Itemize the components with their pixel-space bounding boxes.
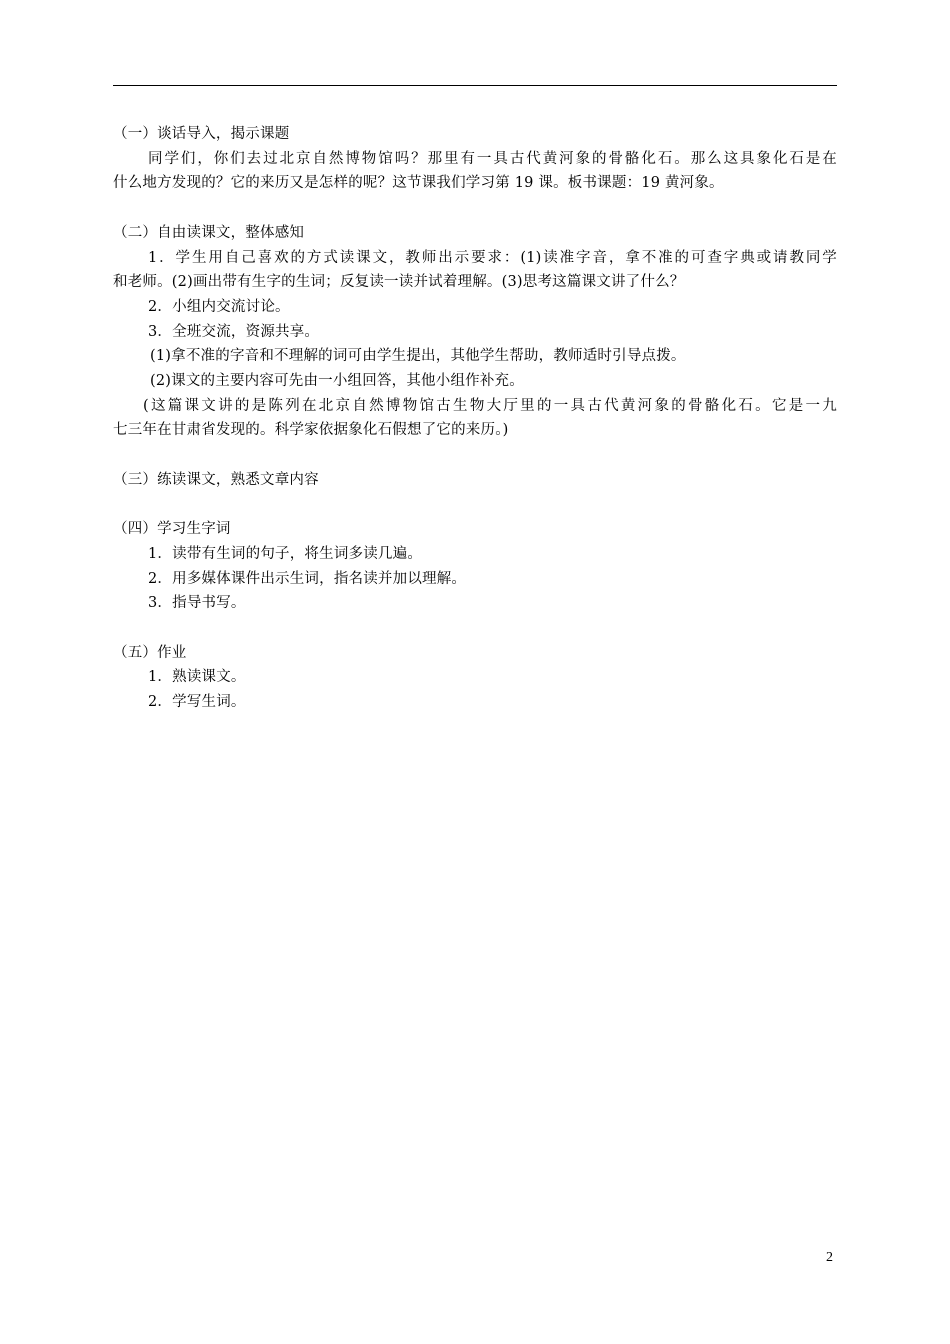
list-item: 1．学生用自己喜欢的方式读课文，教师出示要求：(1)读准字音，拿不准的可查字典或请教同学: [148, 249, 837, 266]
paragraph-line: 同学们，你们去过北京自然博物馆吗？那里有一具古代黄河象的骨骼化石。那么这具象化石是在: [148, 150, 837, 167]
section-1: [113, 122, 837, 196]
list-item: 2．学写生词。: [148, 694, 246, 711]
header-rule: [113, 85, 837, 86]
list-item: 2．小组内交流讨论。: [148, 298, 290, 315]
list-item: 1．熟读课文。: [148, 669, 246, 686]
section-3: [113, 468, 837, 493]
list-item: 2．用多媒体课件出示生词，指名读并加以理解。: [148, 570, 467, 587]
list-item: 1．读带有生词的句子，将生词多读几遍。: [148, 545, 423, 562]
list-item: 3．指导书写。: [148, 595, 246, 612]
paragraph-line: 七三年在甘肃省发现的。科学家依据象化石假想了它的来历。): [113, 422, 509, 439]
section-2: [113, 221, 837, 443]
paragraph-line: 什么地方发现的？它的来历又是怎样的呢？这节课我们学习第 19 课。板书课题：19 黄河象。: [113, 175, 724, 192]
paragraph-line: (这篇课文讲的是陈列在北京自然博物馆古生物大厅里的一具古代黄河象的骨骼化石。它是一九: [143, 397, 837, 414]
section-heading: （三）练读课文，熟悉文章内容: [113, 471, 319, 488]
section-4: [113, 517, 837, 616]
document-body: [113, 122, 837, 715]
paragraph-line: 和老师。(2)画出带有生字的生词；反复读一读并试着理解。(3)思考这篇课文讲了什么？: [113, 274, 685, 291]
section-5: [113, 641, 837, 715]
sub-list-item: (1)拿不准的字音和不理解的词可由学生提出，其他学生帮助，教师适时引导点拨。: [150, 348, 686, 365]
section-heading: （一）谈话导入，揭示课题: [113, 126, 290, 142]
section-heading: （四）学习生字词: [113, 521, 231, 538]
section-heading: （二）自由读课文，整体感知: [113, 224, 305, 241]
list-item: 3．全班交流，资源共享。: [148, 323, 320, 340]
page-number: 2: [826, 1250, 833, 1265]
sub-list-item: (2)课文的主要内容可先由一小组回答，其他小组作补充。: [150, 373, 524, 390]
section-heading: （五）作业: [113, 644, 187, 661]
